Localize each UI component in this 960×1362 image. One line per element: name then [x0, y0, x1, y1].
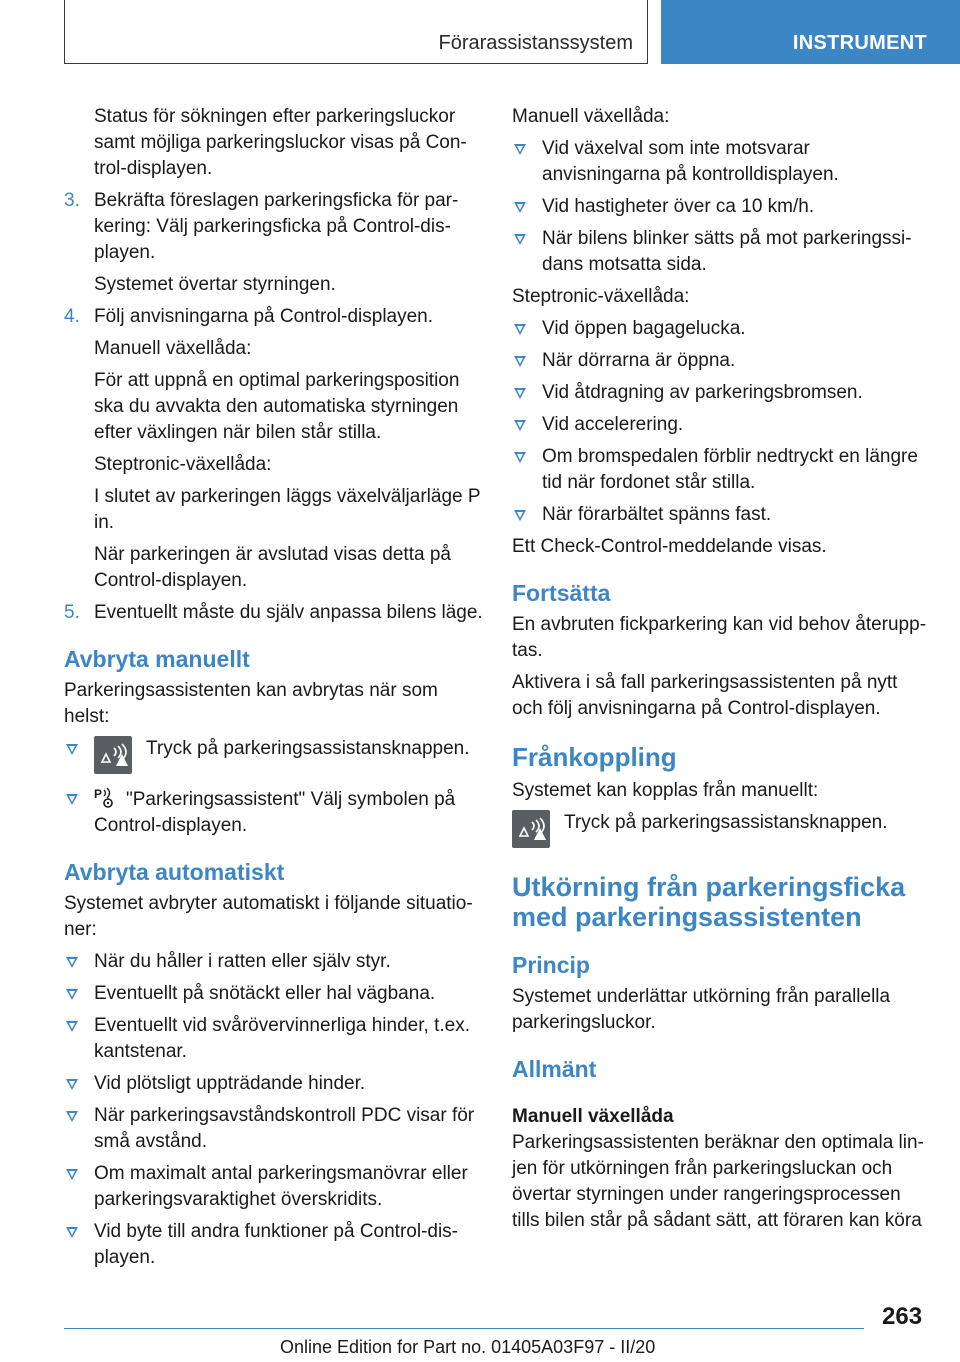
- bullet-triangle-icon: [514, 452, 526, 463]
- bullet-triangle-icon: [66, 957, 78, 968]
- manual-gear-text: Parkeringsassistenten beräknar den optimala lin-jen för utkörningen från parkeringsluckan och övertar styrningen under rangeringsprocessen tills bilen står på sådant sätt, att föraren kan köra: [512, 1132, 924, 1231]
- list-item: [512, 412, 932, 438]
- list-item-text: Vid växelval som inte motsvarar anvisningarna på kontrolldisplayen.: [542, 138, 839, 185]
- list-item-text: När förarbältet spänns fast.: [542, 504, 772, 525]
- list-item-text: När parkeringsavståndskontroll PDC visar för små avstånd.: [94, 1105, 475, 1152]
- general-heading: Allmänt: [512, 1056, 597, 1082]
- cancel-manual-intro: Parkeringsassistenten kan avbrytas när som helst:: [64, 680, 438, 727]
- list-item-text: "Parkeringsassistent" Välj symbolen på Control-displayen.: [94, 789, 456, 836]
- list-item-text: Eventuellt vid svårövervinnerliga hinder, t.ex. kantstenar.: [94, 1015, 470, 1062]
- bullet-triangle-icon: [66, 1111, 78, 1122]
- step-text: Följ anvisningarna på Control-displayen.: [94, 306, 434, 327]
- bullet-triangle-icon: [66, 989, 78, 1000]
- left-column: [64, 104, 484, 1277]
- footer-divider: [64, 1328, 864, 1329]
- disconnect-button-row: [512, 810, 932, 848]
- step-number: 4.: [64, 306, 80, 327]
- list-item: [512, 444, 932, 496]
- list-item-text: Vid plötsligt uppträdande hinder.: [94, 1073, 366, 1094]
- list-item-text: Vid öppen bagagelucka.: [542, 318, 746, 339]
- list-item: [512, 502, 932, 528]
- svg-text:P: P: [94, 787, 103, 801]
- edition-footer: Online Edition for Part no. 01405A03F97 - II/20: [280, 1337, 656, 1357]
- step-text: Eventuellt måste du själv anpassa bilens läge.: [94, 602, 483, 623]
- list-item: [64, 1103, 484, 1155]
- disconnect-heading: Frånkoppling: [512, 742, 677, 772]
- bullet-triangle-icon: [66, 1227, 78, 1238]
- steptronic-text: I slutet av parkeringen läggs växelväljarläge P in.: [94, 486, 481, 533]
- page-number: 263: [882, 1303, 923, 1330]
- bullet-triangle-icon: [514, 420, 526, 431]
- header-section-box: [64, 0, 648, 64]
- step-text: Bekräfta föreslagen parkeringsficka för par-kering: Välj parkeringsficka på Control-dis-playen.: [94, 190, 459, 263]
- exit-parking-heading: Utkörning från parkeringsficka med parkeringsassistenten: [512, 872, 906, 932]
- cancel-auto-heading: Avbryta automatiskt: [64, 859, 285, 885]
- step-intro-text: Status för sökningen efter parkeringsluckor samt möjliga parkeringsluckor visas på Con-trol-displayen.: [94, 106, 467, 179]
- parking-assist-button-icon: [94, 736, 132, 774]
- continue-text: En avbruten fickparkering kan vid behov återupp-tas.: [512, 614, 927, 661]
- parking-assist-button-icon: [512, 810, 550, 848]
- list-item-text: Tryck på parkeringsassistansknappen.: [146, 738, 470, 759]
- list-item: [64, 949, 484, 975]
- bullet-triangle-icon: [514, 234, 526, 245]
- parking-done-text: När parkeringen är avslutad visas detta på Control-displayen.: [94, 544, 451, 591]
- principle-heading: Princip: [512, 952, 590, 978]
- list-item-text: När du håller i ratten eller själv styr.: [94, 951, 391, 972]
- bullet-triangle-icon: [514, 356, 526, 367]
- step-number: 3.: [64, 190, 80, 211]
- bullet-triangle-icon: [66, 1169, 78, 1180]
- parking-assistant-symbol-icon: [94, 786, 118, 808]
- cancel-auto-intro: Systemet avbryter automatiskt i följande situatio-ner:: [64, 893, 473, 940]
- list-item: [512, 380, 932, 406]
- list-item-text: Vid byte till andra funktioner på Control-dis-playen.: [94, 1221, 459, 1268]
- disconnect-text: Systemet kan kopplas från manuellt:: [512, 780, 819, 801]
- list-item-text: Eventuellt på snötäckt eller hal vägbana.: [94, 983, 436, 1004]
- continue-text-2: Aktivera i så fall parkeringsassistenten på nytt och följ anvisningarna på Control-displayen.: [512, 672, 898, 719]
- header-chapter-tab[interactable]: [661, 0, 960, 64]
- list-item: [512, 226, 932, 278]
- list-item: [64, 981, 484, 1007]
- right-column: [512, 104, 932, 1240]
- steptronic-label: Steptronic-växellåda:: [94, 454, 272, 475]
- cancel-manual-heading: Avbryta manuellt: [64, 646, 250, 672]
- bullet-triangle-icon: [514, 202, 526, 213]
- list-item-text: Vid accelerering.: [542, 414, 684, 435]
- list-item: [64, 1013, 484, 1065]
- principle-text: Systemet underlättar utkörning från parallella parkeringsluckor.: [512, 986, 891, 1033]
- header-section-title: Förarassistanssystem: [438, 32, 633, 54]
- continue-heading: Fortsätta: [512, 580, 611, 606]
- step-5: [64, 600, 484, 626]
- step-4: [64, 304, 484, 330]
- list-item: [64, 786, 484, 839]
- bullet-triangle-icon: [66, 1079, 78, 1090]
- list-item: [512, 316, 932, 342]
- step-number: 5.: [64, 602, 80, 623]
- list-item: [64, 736, 484, 780]
- list-item-text: Om maximalt antal parkeringsmanövrar eller parkeringsvaraktighet överskridits.: [94, 1163, 468, 1210]
- list-item-text: Vid hastigheter över ca 10 km/h.: [542, 196, 815, 217]
- bullet-triangle-icon: [66, 1021, 78, 1032]
- check-control-text: Ett Check-Control-meddelande visas.: [512, 536, 827, 557]
- list-item-text: När dörrarna är öppna.: [542, 350, 736, 371]
- list-item: [512, 194, 932, 220]
- list-item-text: Om bromspedalen förblir nedtryckt en längre tid när fordonet står stilla.: [542, 446, 918, 493]
- manual-gearbox-label: Manuell växellåda:: [94, 338, 252, 359]
- list-item: [64, 1071, 484, 1097]
- disconnect-button-text: Tryck på parkeringsassistansknappen.: [564, 812, 888, 833]
- manual-gearbox-label: Manuell växellåda:: [512, 106, 670, 127]
- bullet-triangle-icon: [514, 510, 526, 521]
- list-item: [512, 348, 932, 374]
- steptronic-label: Steptronic-växellåda:: [512, 286, 690, 307]
- list-item-text: Vid åtdragning av parkeringsbromsen.: [542, 382, 863, 403]
- bullet-triangle-icon: [514, 324, 526, 335]
- list-item-text: När bilens blinker sätts på mot parkeringssi-dans motsatta sida.: [542, 228, 912, 275]
- bullet-triangle-icon: [514, 388, 526, 399]
- list-item: [64, 1161, 484, 1213]
- step-note: Systemet övertar styrningen.: [94, 274, 336, 295]
- bullet-triangle-icon: [66, 794, 78, 805]
- manual-gearbox-text: För att uppnå en optimal parkeringsposition ska du avvakta den automatiska styrningen efter växlingen när bilen står stilla.: [94, 370, 460, 443]
- bullet-triangle-icon: [66, 744, 78, 755]
- list-item: [512, 136, 932, 188]
- step-3: [64, 188, 484, 266]
- manual-gear-heading: Manuell växellåda: [512, 1106, 674, 1127]
- header-chapter-title: INSTRUMENT: [792, 32, 927, 54]
- bullet-triangle-icon: [514, 144, 526, 155]
- list-item: [64, 1219, 484, 1271]
